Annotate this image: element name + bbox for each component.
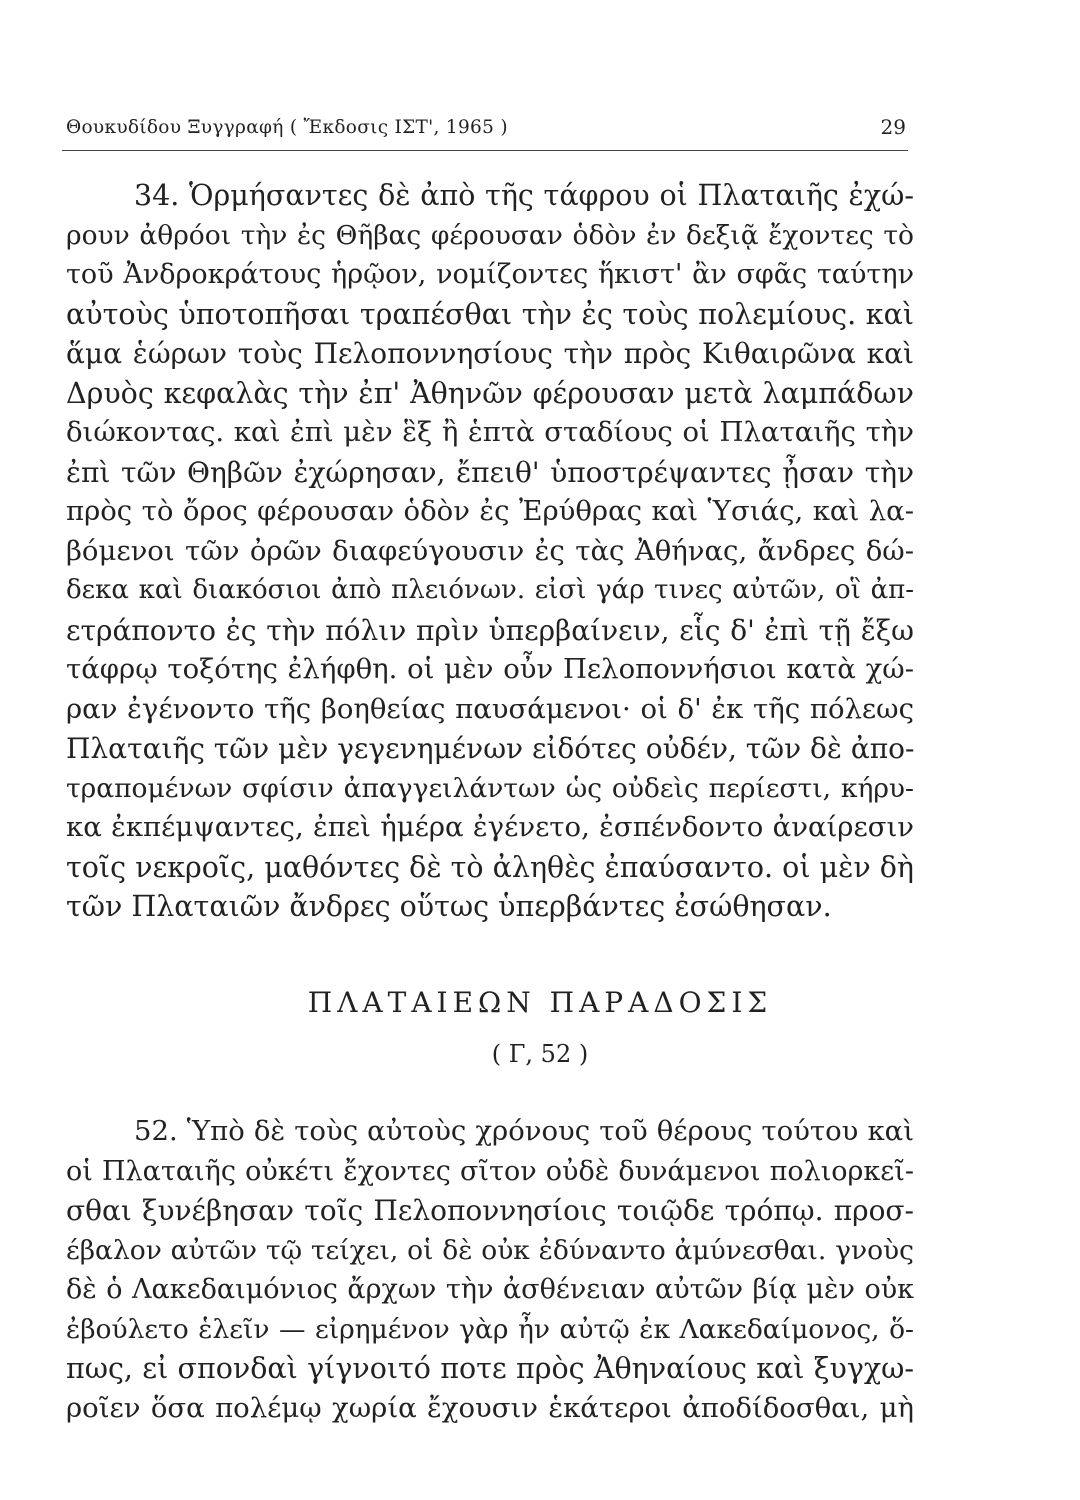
text-line: τῶν Πλαταιῶν ἄνδρες οὕτως ὑπερβάντες ἐσώθησαν. bbox=[66, 890, 832, 923]
text-line: ραν ἐγένοντο τῆς βοηθείας παυσάμενοι· οἱ δ' ἐκ τῆς πόλεως bbox=[66, 692, 914, 725]
text-line: Δρυὸς κεφαλὰς τὴν ἐπ' Ἀθηνῶν φέρουσαν μετὰ λαμπάδων bbox=[66, 376, 914, 410]
running-title: Θουκυδίδου Ξυγγραφή ( Ἔκδοσις ΙΣΤ', 1965 ) bbox=[66, 117, 508, 138]
text-line: Πλαταιῆς τῶν μὲν γεγενημένων εἰδότες οὐδέν, τῶν δὲ ἀπο- bbox=[66, 732, 915, 765]
page-number: 29 bbox=[880, 115, 906, 139]
section-reference: ( Γ, 52 ) bbox=[491, 1040, 589, 1068]
passage-34 bbox=[66, 176, 914, 927]
running-head bbox=[66, 115, 906, 145]
text-line: βόμενοι τῶν ὀρῶν διαφεύγουσιν ἐς τὰς Ἀθήνας, ἄνδρες δώ- bbox=[66, 534, 914, 567]
text-line: πρὸς τὸ ὄρος φέρουσαν ὁδὸν ἐς Ἐρύθρας καὶ Ὑσιάς, καὶ λα- bbox=[66, 495, 914, 527]
text-line: ροῖεν ὅσα πολέμῳ χωρία ἔχουσιν ἑκάτεροι ἀποδίδοσθαι, μὴ bbox=[66, 1391, 914, 1424]
passage-52 bbox=[66, 1112, 914, 1428]
text-line: κα ἐκπέμψαντες, ἐπεὶ ἡμέρα ἐγένετο, ἐσπένδοντο ἀναίρεσιν bbox=[66, 811, 914, 843]
text-line: έβαλον αὐτῶν τῷ τείχει, οἱ δὲ οὐκ ἐδύναντο ἀμύνεσθαι. γνοὺς bbox=[66, 1234, 914, 1266]
text-line: ἐπὶ τῶν Θηβῶν ἐχώρησαν, ἔπειθ' ὑποστρέψαντες ᾖσαν τὴν bbox=[66, 455, 914, 489]
header-rule bbox=[62, 150, 908, 151]
text-line: σθαι ξυνέβησαν τοῖς Πελοποννησίοις τοιῷδε τρόπῳ. προσ- bbox=[66, 1194, 914, 1227]
text-line: τοῦ Ἀνδροκράτους ἡρῷον, νομίζοντες ἥκιστ' ἂν σφᾶς ταύτην bbox=[66, 259, 914, 290]
text-line: 34. Ὁρμήσαντες δὲ ἀπὸ τῆς τάφρου οἱ Πλαταιῆς ἐχώ- bbox=[134, 179, 914, 212]
section-title: ΠΛΑΤΑΙΕΩΝ ΠΑΡΑΔΟΣΙΣ bbox=[307, 986, 773, 1019]
text-line: διώκοντας. καὶ ἐπὶ μὲν ἓξ ἢ ἑπτὰ σταδίους οἱ Πλαταιῆς τὴν bbox=[66, 416, 914, 448]
text-line: τάφρῳ τοξότης ἐλήφθη. οἱ μὲν οὖν Πελοποννήσιοι κατὰ χώ- bbox=[66, 653, 914, 685]
text-line: 52. Ὑπὸ δὲ τοὺς αὐτοὺς χρόνους τοῦ θέρους τούτου καὶ bbox=[134, 1115, 914, 1147]
text-line: ετράποντο ἐς τὴν πόλιν πρὶν ὑπερβαίνειν, εἷς δ' ἐπὶ τῇ ἔξω bbox=[66, 613, 914, 647]
text-line: τραπομένων σφίσιν ἀπαγγειλάντων ὡς οὐδεὶς περίεστι, κήρυ- bbox=[66, 772, 914, 804]
text-line: αὐτοὺς ὑποτοπῆσαι τραπέσθαι τὴν ἐς τοὺς πολεμίους. καὶ bbox=[66, 297, 914, 331]
text-line: οἱ Πλαταιῆς οὐκέτι ἔχοντες σῖτον οὐδὲ δυνάμενοι πολιορκεῖ- bbox=[66, 1155, 914, 1187]
text-line: ἐβούλετο ἑλεῖν — εἰρημένον γὰρ ἦν αὐτῷ ἐκ Λακεδαίμονος, ὅ- bbox=[66, 1313, 914, 1345]
text-line: ρουν ἀθρόοι τὴν ἐς Θῆβας φέρουσαν ὁδὸν ἐν δεξιᾷ ἔχοντες τὸ bbox=[66, 219, 914, 251]
text-line: τοῖς νεκροῖς, μαθόντες δὲ τὸ ἀληθὲς ἐπαύσαντο. οἱ μὲν δὴ bbox=[66, 850, 915, 884]
text-line: ἅμα ἑώρων τοὺς Πελοποννησίους τὴν πρὸς Κιθαιρῶνα καὶ bbox=[66, 337, 914, 370]
text-line: δὲ ὁ Λακεδαιμόνιος ἄρχων τὴν ἀσθένειαν αὐτῶν βίᾳ μὲν οὐκ bbox=[66, 1274, 914, 1305]
text-line: πως, εἰ σπονδαὶ γίγνοιτό ποτε πρὸς Ἀθηναίους καὶ ξυγχω- bbox=[66, 1352, 914, 1385]
text-line: δεκα καὶ διακόσιοι ἀπὸ πλειόνων. εἰσὶ γάρ τινες αὐτῶν, οἳ ἀπ- bbox=[66, 575, 914, 605]
